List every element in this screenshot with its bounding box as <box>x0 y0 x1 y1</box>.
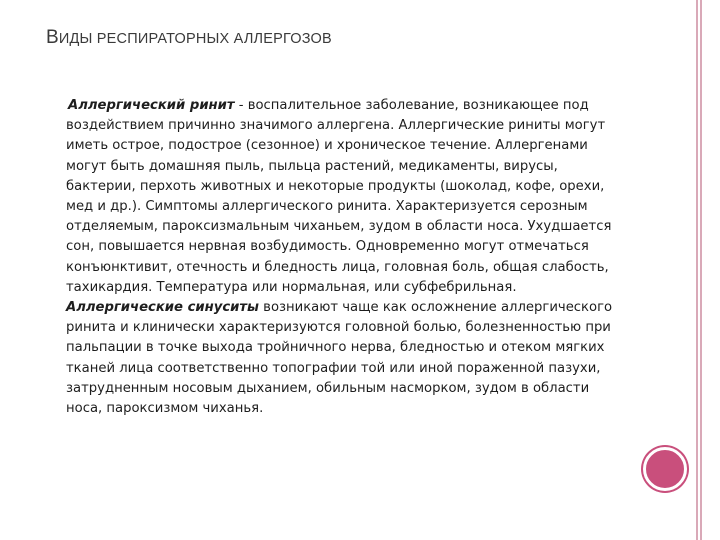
right-border-line-inner <box>700 0 702 540</box>
term-allergic-rhinitis: Аллергический ринит <box>68 98 235 113</box>
paragraph-allergic-rhinitis <box>66 96 624 298</box>
paragraph-allergic-sinusitis <box>66 298 624 419</box>
slide-title <box>46 27 332 49</box>
accent-circle-decoration <box>643 447 687 491</box>
right-border-line-outer <box>696 0 698 540</box>
slide-title-rest: ИДЫ РЕСПИРАТОРНЫХ АЛЛЕРГОЗОВ <box>58 31 332 47</box>
paragraph-text: возникают чаще как осложнение аллергического ринита и клинически характеризуются головной болью, болезненностью при пальпации в точке выхода тройничного нерва, бледностью и отеком мягких тканей лица соответственно топографии той или иной пораженной пазухи, затрудненным носовым дыханием, обильным насморком, зудом в области носа, пароксизмом чиханья. <box>66 300 613 417</box>
term-allergic-sinusitis: Аллергические синуситы <box>66 300 259 316</box>
paragraph-text: - воспалительное заболевание, возникающее под воздействием причинно значимого аллергена. Аллергические риниты могут иметь острое, подострое (сезонное) и хроническое течение. Аллергенами могут быть домашняя пыль, пыльца растений, медикаменты, вирусы, бактерии, перхоть животных и некоторые продукты (шоколад, кофе, орехи, мед и др.). Симптомы аллергического ринита. Характеризуется серозным отделяемым, пароксизмальным чиханьем, зудом в области носа. Ухудшается сон, повышается нервная возбудимость. Одновременно могут отмечаться конъюнктивит, отечность и бледность лица, головная боль, общая слабость, тахикардия. Температура или нормальная, или субфебрильная. <box>66 98 612 295</box>
slide-title-initial: В <box>46 27 59 48</box>
slide-body <box>66 96 624 419</box>
